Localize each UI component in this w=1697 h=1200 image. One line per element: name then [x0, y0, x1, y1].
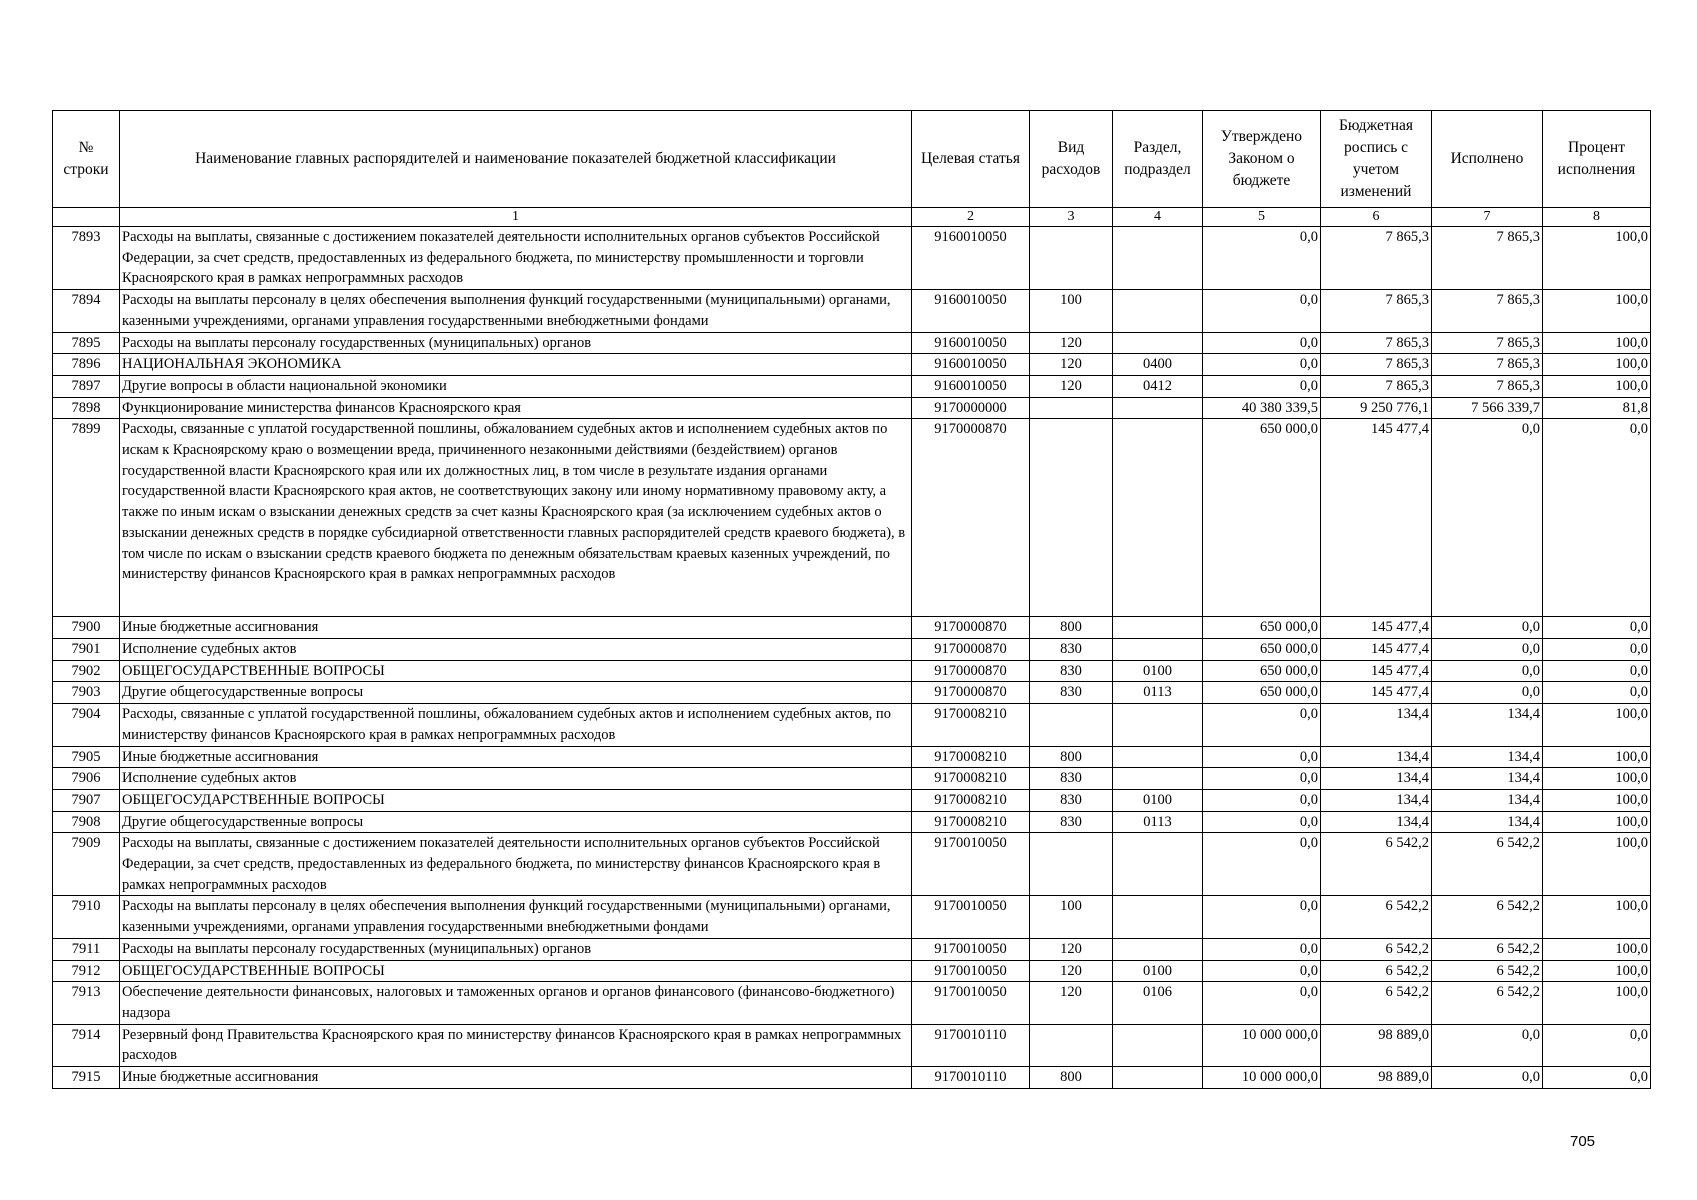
row-name-cell: Другие общегосударственные вопросы: [120, 811, 912, 833]
row-name-cell: Иные бюджетные ассигнования: [120, 1067, 912, 1089]
target-article-cell: 9170010050: [912, 982, 1030, 1024]
row-number-cell: 7901: [53, 639, 120, 661]
executed-cell: 7 865,3: [1432, 354, 1543, 376]
executed-cell: 0,0: [1432, 617, 1543, 639]
row-name-cell: НАЦИОНАЛЬНАЯ ЭКОНОМИКА: [120, 354, 912, 376]
target-article-cell: 9170000870: [912, 682, 1030, 704]
percent-cell: 0,0: [1543, 660, 1651, 682]
table-row: [53, 354, 1651, 376]
table-row: [53, 982, 1651, 1024]
target-article-cell: 9170010050: [912, 938, 1030, 960]
approved-cell: 0,0: [1203, 227, 1321, 290]
table-row: [53, 419, 1651, 617]
approved-cell: 650 000,0: [1203, 617, 1321, 639]
section-cell: [1113, 833, 1203, 896]
budget-schedule-cell: 98 889,0: [1321, 1067, 1432, 1089]
budget-schedule-cell: 7 865,3: [1321, 354, 1432, 376]
executed-cell: 7 865,3: [1432, 332, 1543, 354]
header-target-article: Целевая статья: [912, 111, 1030, 208]
percent-cell: 0,0: [1543, 639, 1651, 661]
percent-cell: 100,0: [1543, 704, 1651, 746]
expense-type-cell: [1030, 833, 1113, 896]
expense-type-cell: 830: [1030, 789, 1113, 811]
percent-cell: 100,0: [1543, 227, 1651, 290]
executed-cell: 134,4: [1432, 746, 1543, 768]
row-name-cell: Резервный фонд Правительства Красноярского края по министерству финансов Красноярского края в рамках непрограммных расходов: [120, 1024, 912, 1066]
executed-cell: 134,4: [1432, 789, 1543, 811]
header-percent: Процент исполнения: [1543, 111, 1651, 208]
section-cell: [1113, 1024, 1203, 1066]
row-number-cell: 7912: [53, 960, 120, 982]
section-cell: [1113, 896, 1203, 938]
approved-cell: 650 000,0: [1203, 682, 1321, 704]
row-name-cell: Иные бюджетные ассигнования: [120, 746, 912, 768]
executed-cell: 0,0: [1432, 682, 1543, 704]
executed-cell: 7 566 339,7: [1432, 397, 1543, 419]
target-article-cell: 9170008210: [912, 811, 1030, 833]
executed-cell: 134,4: [1432, 768, 1543, 790]
header-name: Наименование главных распорядителей и наименование показателей бюджетной классификации: [120, 111, 912, 208]
expense-type-cell: 830: [1030, 682, 1113, 704]
expense-type-cell: 120: [1030, 938, 1113, 960]
section-cell: [1113, 397, 1203, 419]
expense-type-cell: 120: [1030, 982, 1113, 1024]
section-cell: [1113, 227, 1203, 290]
target-article-cell: 9170010110: [912, 1024, 1030, 1066]
table-row: [53, 811, 1651, 833]
section-cell: 0100: [1113, 960, 1203, 982]
column-number: 2: [912, 208, 1030, 227]
section-cell: 0400: [1113, 354, 1203, 376]
header-row: [53, 111, 1651, 208]
approved-cell: 650 000,0: [1203, 639, 1321, 661]
row-number-cell: 7905: [53, 746, 120, 768]
row-name-cell: Расходы, связанные с уплатой государственной пошлины, обжалованием судебных актов и исполнением судебных актов по искам к Красноярскому краю о возмещении вреда, причиненного незаконными действиями (бездействием) органов государственной власти Красноярского края или их должностных лиц, в том числе в результате издания органами государственной власти Красноярского края актов, не соответствующих закону или иному нормативному правовому акту, а также по иным искам о взыскании денежных средств за счет казны Красноярского края (за исключением судебных актов о взыскании денежных средств в порядке субсидиарной ответственности главных распорядителей средств краевого бюджета), в том числе по искам о взыскании средств краевого бюджета по денежным обязательствам краевых казенных учреждений, по министерству финансов Красноярского края в рамках непрограммных расходов: [120, 419, 912, 617]
expense-type-cell: [1030, 397, 1113, 419]
table-row: [53, 227, 1651, 290]
row-number-cell: 7909: [53, 833, 120, 896]
row-name-cell: ОБЩЕГОСУДАРСТВЕННЫЕ ВОПРОСЫ: [120, 960, 912, 982]
header-executed: Исполнено: [1432, 111, 1543, 208]
target-article-cell: 9170008210: [912, 704, 1030, 746]
budget-schedule-cell: 134,4: [1321, 811, 1432, 833]
row-number-cell: 7895: [53, 332, 120, 354]
percent-cell: 100,0: [1543, 746, 1651, 768]
column-number: 6: [1321, 208, 1432, 227]
row-number-cell: 7893: [53, 227, 120, 290]
percent-cell: 100,0: [1543, 938, 1651, 960]
row-name-cell: Расходы, связанные с уплатой государственной пошлины, обжалованием судебных актов и исполнением судебных актов, по министерству финансов Красноярского края в рамках непрограммных расходов: [120, 704, 912, 746]
budget-schedule-cell: 6 542,2: [1321, 982, 1432, 1024]
section-cell: 0113: [1113, 682, 1203, 704]
column-number: 4: [1113, 208, 1203, 227]
budget-schedule-cell: 98 889,0: [1321, 1024, 1432, 1066]
approved-cell: 0,0: [1203, 960, 1321, 982]
executed-cell: 134,4: [1432, 811, 1543, 833]
target-article-cell: 9170010110: [912, 1067, 1030, 1089]
target-article-cell: 9160010050: [912, 332, 1030, 354]
approved-cell: 650 000,0: [1203, 660, 1321, 682]
table-row: [53, 375, 1651, 397]
expense-type-cell: 120: [1030, 375, 1113, 397]
column-number: 7: [1432, 208, 1543, 227]
approved-cell: 0,0: [1203, 789, 1321, 811]
column-number: 1: [120, 208, 912, 227]
expense-type-cell: 830: [1030, 660, 1113, 682]
row-name-cell: ОБЩЕГОСУДАРСТВЕННЫЕ ВОПРОСЫ: [120, 789, 912, 811]
table-row: [53, 938, 1651, 960]
row-name-cell: Расходы на выплаты, связанные с достижением показателей деятельности исполнительных органов субъектов Российской Федерации, за счет средств, предоставленных из федерального бюджета, по министерству финансов Красноярского края в рамках непрограммных расходов: [120, 833, 912, 896]
row-number-cell: 7904: [53, 704, 120, 746]
row-number-cell: 7908: [53, 811, 120, 833]
header-section: Раздел, подраздел: [1113, 111, 1203, 208]
executed-cell: 134,4: [1432, 704, 1543, 746]
expense-type-cell: 830: [1030, 811, 1113, 833]
row-name-cell: Расходы на выплаты персоналу в целях обеспечения выполнения функций государственными (муниципальными) органами, казенными учреждениями, органами управления государственными внебюджетными фондами: [120, 290, 912, 332]
budget-schedule-cell: 145 477,4: [1321, 419, 1432, 617]
budget-schedule-cell: 7 865,3: [1321, 227, 1432, 290]
row-number-cell: 7907: [53, 789, 120, 811]
row-number-cell: 7910: [53, 896, 120, 938]
target-article-cell: 9170000870: [912, 639, 1030, 661]
approved-cell: 0,0: [1203, 768, 1321, 790]
approved-cell: 0,0: [1203, 982, 1321, 1024]
approved-cell: 0,0: [1203, 375, 1321, 397]
row-number-cell: 7900: [53, 617, 120, 639]
section-cell: [1113, 938, 1203, 960]
executed-cell: 7 865,3: [1432, 290, 1543, 332]
table-row: [53, 682, 1651, 704]
section-cell: 0100: [1113, 789, 1203, 811]
budget-schedule-cell: 7 865,3: [1321, 290, 1432, 332]
section-cell: [1113, 639, 1203, 661]
executed-cell: 0,0: [1432, 1067, 1543, 1089]
percent-cell: 100,0: [1543, 290, 1651, 332]
section-cell: 0113: [1113, 811, 1203, 833]
row-name-cell: Другие общегосударственные вопросы: [120, 682, 912, 704]
percent-cell: 100,0: [1543, 960, 1651, 982]
section-cell: 0106: [1113, 982, 1203, 1024]
table-row: [53, 1024, 1651, 1066]
section-cell: [1113, 1067, 1203, 1089]
row-number-cell: 7897: [53, 375, 120, 397]
approved-cell: 0,0: [1203, 811, 1321, 833]
target-article-cell: 9170008210: [912, 746, 1030, 768]
percent-cell: 100,0: [1543, 833, 1651, 896]
row-name-cell: Исполнение судебных актов: [120, 639, 912, 661]
header-expense-type: Вид расходов: [1030, 111, 1113, 208]
column-number: 3: [1030, 208, 1113, 227]
expense-type-cell: 100: [1030, 896, 1113, 938]
percent-cell: 100,0: [1543, 811, 1651, 833]
table-row: [53, 833, 1651, 896]
approved-cell: 0,0: [1203, 704, 1321, 746]
executed-cell: 6 542,2: [1432, 833, 1543, 896]
row-name-cell: Расходы на выплаты персоналу государственных (муниципальных) органов: [120, 332, 912, 354]
approved-cell: 0,0: [1203, 290, 1321, 332]
expense-type-cell: 800: [1030, 746, 1113, 768]
expense-type-cell: [1030, 704, 1113, 746]
target-article-cell: 9170010050: [912, 960, 1030, 982]
row-name-cell: Функционирование министерства финансов Красноярского края: [120, 397, 912, 419]
expense-type-cell: 800: [1030, 1067, 1113, 1089]
expense-type-cell: [1030, 1024, 1113, 1066]
target-article-cell: 9170000000: [912, 397, 1030, 419]
table-row: [53, 639, 1651, 661]
row-name-cell: Обеспечение деятельности финансовых, налоговых и таможенных органов и органов финансового (финансово-бюджетного) надзора: [120, 982, 912, 1024]
row-number-cell: 7896: [53, 354, 120, 376]
expense-type-cell: [1030, 227, 1113, 290]
executed-cell: 6 542,2: [1432, 960, 1543, 982]
percent-cell: 0,0: [1543, 1024, 1651, 1066]
target-article-cell: 9170008210: [912, 768, 1030, 790]
table-row: [53, 332, 1651, 354]
table-body: [53, 227, 1651, 1089]
table-row: [53, 768, 1651, 790]
budget-schedule-cell: 6 542,2: [1321, 938, 1432, 960]
page-number: 705: [1570, 1133, 1596, 1150]
row-name-cell: Иные бюджетные ассигнования: [120, 617, 912, 639]
target-article-cell: 9160010050: [912, 290, 1030, 332]
row-name-cell: Расходы на выплаты персоналу в целях обеспечения выполнения функций государственными (муниципальными) органами, казенными учреждениями, органами управления государственными внебюджетными фондами: [120, 896, 912, 938]
row-number-cell: 7914: [53, 1024, 120, 1066]
budget-schedule-cell: 6 542,2: [1321, 960, 1432, 982]
table-row: [53, 746, 1651, 768]
budget-schedule-cell: 134,4: [1321, 746, 1432, 768]
target-article-cell: 9170010050: [912, 833, 1030, 896]
percent-cell: 100,0: [1543, 375, 1651, 397]
percent-cell: 100,0: [1543, 982, 1651, 1024]
table-row: [53, 704, 1651, 746]
column-number: [53, 208, 120, 227]
approved-cell: 650 000,0: [1203, 419, 1321, 617]
approved-cell: 0,0: [1203, 354, 1321, 376]
section-cell: 0100: [1113, 660, 1203, 682]
percent-cell: 100,0: [1543, 896, 1651, 938]
column-number: 5: [1203, 208, 1321, 227]
column-number-row: [53, 208, 1651, 227]
table-row: [53, 896, 1651, 938]
table-row: [53, 290, 1651, 332]
budget-schedule-cell: 134,4: [1321, 768, 1432, 790]
approved-cell: 0,0: [1203, 938, 1321, 960]
row-number-cell: 7898: [53, 397, 120, 419]
percent-cell: 100,0: [1543, 354, 1651, 376]
row-name-cell: Расходы на выплаты, связанные с достижением показателей деятельности исполнительных органов субъектов Российской Федерации, за счет средств, предоставленных из федерального бюджета, по министерству промышленности и торговли Красноярского края в рамках непрограммных расходов: [120, 227, 912, 290]
percent-cell: 0,0: [1543, 682, 1651, 704]
expense-type-cell: [1030, 419, 1113, 617]
section-cell: 0412: [1113, 375, 1203, 397]
approved-cell: 10 000 000,0: [1203, 1024, 1321, 1066]
budget-schedule-cell: 145 477,4: [1321, 682, 1432, 704]
expense-type-cell: 120: [1030, 960, 1113, 982]
approved-cell: 0,0: [1203, 833, 1321, 896]
section-cell: [1113, 419, 1203, 617]
budget-schedule-cell: 7 865,3: [1321, 332, 1432, 354]
budget-schedule-cell: 7 865,3: [1321, 375, 1432, 397]
table-row: [53, 960, 1651, 982]
row-name-cell: Исполнение судебных актов: [120, 768, 912, 790]
table-row: [53, 617, 1651, 639]
target-article-cell: 9170000870: [912, 419, 1030, 617]
row-number-cell: 7915: [53, 1067, 120, 1089]
budget-schedule-cell: 145 477,4: [1321, 617, 1432, 639]
executed-cell: 7 865,3: [1432, 375, 1543, 397]
budget-schedule-cell: 6 542,2: [1321, 896, 1432, 938]
expense-type-cell: 830: [1030, 768, 1113, 790]
executed-cell: 6 542,2: [1432, 938, 1543, 960]
target-article-cell: 9170010050: [912, 896, 1030, 938]
percent-cell: 0,0: [1543, 617, 1651, 639]
row-number-cell: 7906: [53, 768, 120, 790]
approved-cell: 10 000 000,0: [1203, 1067, 1321, 1089]
approved-cell: 40 380 339,5: [1203, 397, 1321, 419]
target-article-cell: 9160010050: [912, 375, 1030, 397]
header-budget-schedule: Бюджетная роспись с учетом изменений: [1321, 111, 1432, 208]
row-name-cell: ОБЩЕГОСУДАРСТВЕННЫЕ ВОПРОСЫ: [120, 660, 912, 682]
row-name-cell: Расходы на выплаты персоналу государственных (муниципальных) органов: [120, 938, 912, 960]
header-approved: Утверждено Законом о бюджете: [1203, 111, 1321, 208]
expense-type-cell: 830: [1030, 639, 1113, 661]
target-article-cell: 9160010050: [912, 354, 1030, 376]
row-number-cell: 7894: [53, 290, 120, 332]
section-cell: [1113, 332, 1203, 354]
expense-type-cell: 800: [1030, 617, 1113, 639]
budget-schedule-cell: 6 542,2: [1321, 833, 1432, 896]
target-article-cell: 9170000870: [912, 617, 1030, 639]
executed-cell: 0,0: [1432, 1024, 1543, 1066]
row-number-cell: 7903: [53, 682, 120, 704]
row-name-cell: Другие вопросы в области национальной экономики: [120, 375, 912, 397]
row-number-cell: 7899: [53, 419, 120, 617]
approved-cell: 0,0: [1203, 896, 1321, 938]
expense-type-cell: 100: [1030, 290, 1113, 332]
executed-cell: 0,0: [1432, 639, 1543, 661]
percent-cell: 81,8: [1543, 397, 1651, 419]
row-number-cell: 7902: [53, 660, 120, 682]
percent-cell: 0,0: [1543, 1067, 1651, 1089]
budget-schedule-cell: 9 250 776,1: [1321, 397, 1432, 419]
budget-execution-table: [52, 110, 1651, 1089]
section-cell: [1113, 290, 1203, 332]
table-row: [53, 660, 1651, 682]
budget-schedule-cell: 134,4: [1321, 704, 1432, 746]
expense-type-cell: 120: [1030, 354, 1113, 376]
budget-schedule-cell: 145 477,4: [1321, 639, 1432, 661]
column-number: 8: [1543, 208, 1651, 227]
executed-cell: 6 542,2: [1432, 982, 1543, 1024]
percent-cell: 100,0: [1543, 768, 1651, 790]
row-number-cell: 7911: [53, 938, 120, 960]
executed-cell: 7 865,3: [1432, 227, 1543, 290]
budget-schedule-cell: 134,4: [1321, 789, 1432, 811]
percent-cell: 0,0: [1543, 419, 1651, 617]
target-article-cell: 9170000870: [912, 660, 1030, 682]
table-header: [53, 111, 1651, 227]
executed-cell: 6 542,2: [1432, 896, 1543, 938]
target-article-cell: 9170008210: [912, 789, 1030, 811]
section-cell: [1113, 746, 1203, 768]
percent-cell: 100,0: [1543, 789, 1651, 811]
percent-cell: 100,0: [1543, 332, 1651, 354]
table-row: [53, 397, 1651, 419]
section-cell: [1113, 704, 1203, 746]
section-cell: [1113, 617, 1203, 639]
executed-cell: 0,0: [1432, 660, 1543, 682]
table-row: [53, 789, 1651, 811]
budget-schedule-cell: 145 477,4: [1321, 660, 1432, 682]
target-article-cell: 9160010050: [912, 227, 1030, 290]
table-row: [53, 1067, 1651, 1089]
approved-cell: 0,0: [1203, 332, 1321, 354]
executed-cell: 0,0: [1432, 419, 1543, 617]
row-number-cell: 7913: [53, 982, 120, 1024]
approved-cell: 0,0: [1203, 746, 1321, 768]
expense-type-cell: 120: [1030, 332, 1113, 354]
section-cell: [1113, 768, 1203, 790]
header-row-number: № строки: [53, 111, 120, 208]
